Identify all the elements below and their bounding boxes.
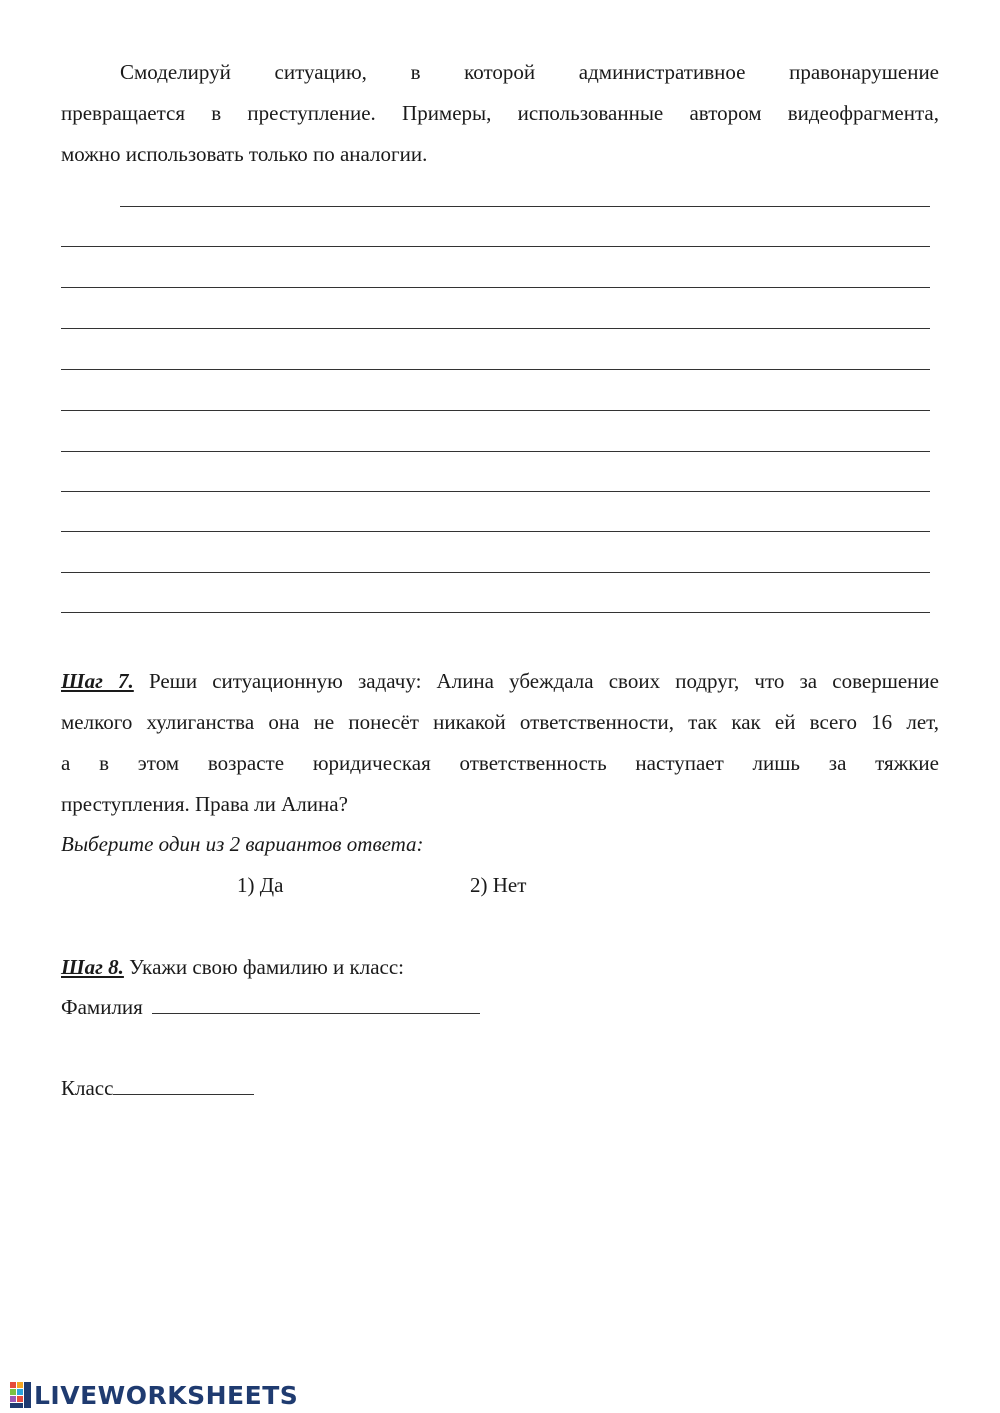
class-row [61,1073,254,1103]
answer-line-7[interactable] [61,451,930,452]
step7-line-4: преступления. Права ли Алина? [61,792,348,816]
logo-text: LIVEWORKSHEETS [34,1380,299,1410]
class-field[interactable] [113,1074,254,1095]
surname-row [61,992,480,1022]
intro-paragraph [61,52,939,175]
option-yes[interactable]: 1) Да [237,873,284,897]
class-label: Класс [61,1076,114,1100]
step8-heading [61,952,404,982]
step7-line-2: мелкого хулиганства она не понесёт никакой ответственности, так как ей всего 16 лет, [61,710,939,734]
option-no[interactable]: 2) Нет [470,873,527,897]
answer-line-3[interactable] [61,287,930,288]
answer-line-9[interactable] [61,531,930,532]
step7-paragraph [61,661,939,825]
step8-text: Укажи свою фамилию и класс: [123,955,404,979]
step7-line-3: а в этом возрасте юридическая ответственность наступает лишь за тяжкие [61,751,939,775]
answer-line-6[interactable] [61,410,930,411]
intro-line-2: превращается в преступление. Примеры, использованные автором видеофрагмента, [61,101,939,125]
answer-line-4[interactable] [61,328,930,329]
liveworksheets-logo-icon [10,1382,32,1408]
answer-line-10[interactable] [61,572,930,573]
intro-line-3: можно использовать только по аналогии. [61,142,428,166]
answer-line-11[interactable] [61,612,930,613]
step7-line-1 [61,661,939,702]
step7-instruction: Выберите один из 2 вариантов ответа: [61,832,424,856]
answer-line-2[interactable] [61,246,930,247]
liveworksheets-logo [10,1380,298,1410]
step7-line-1-text: Реши ситуационную задачу: Алина убеждала своих подруг, что за совершение [133,669,939,693]
surname-label: Фамилия [61,995,143,1019]
surname-field[interactable] [152,993,480,1014]
step8-label: Шаг 8. [61,955,124,979]
intro-line-1: Смоделируй ситуацию, в которой административное правонарушение [120,60,939,84]
step7-label: Шаг 7. [61,669,134,693]
answer-line-8[interactable] [61,491,930,492]
answer-line-5[interactable] [61,369,930,370]
answer-line-1[interactable] [120,206,930,207]
